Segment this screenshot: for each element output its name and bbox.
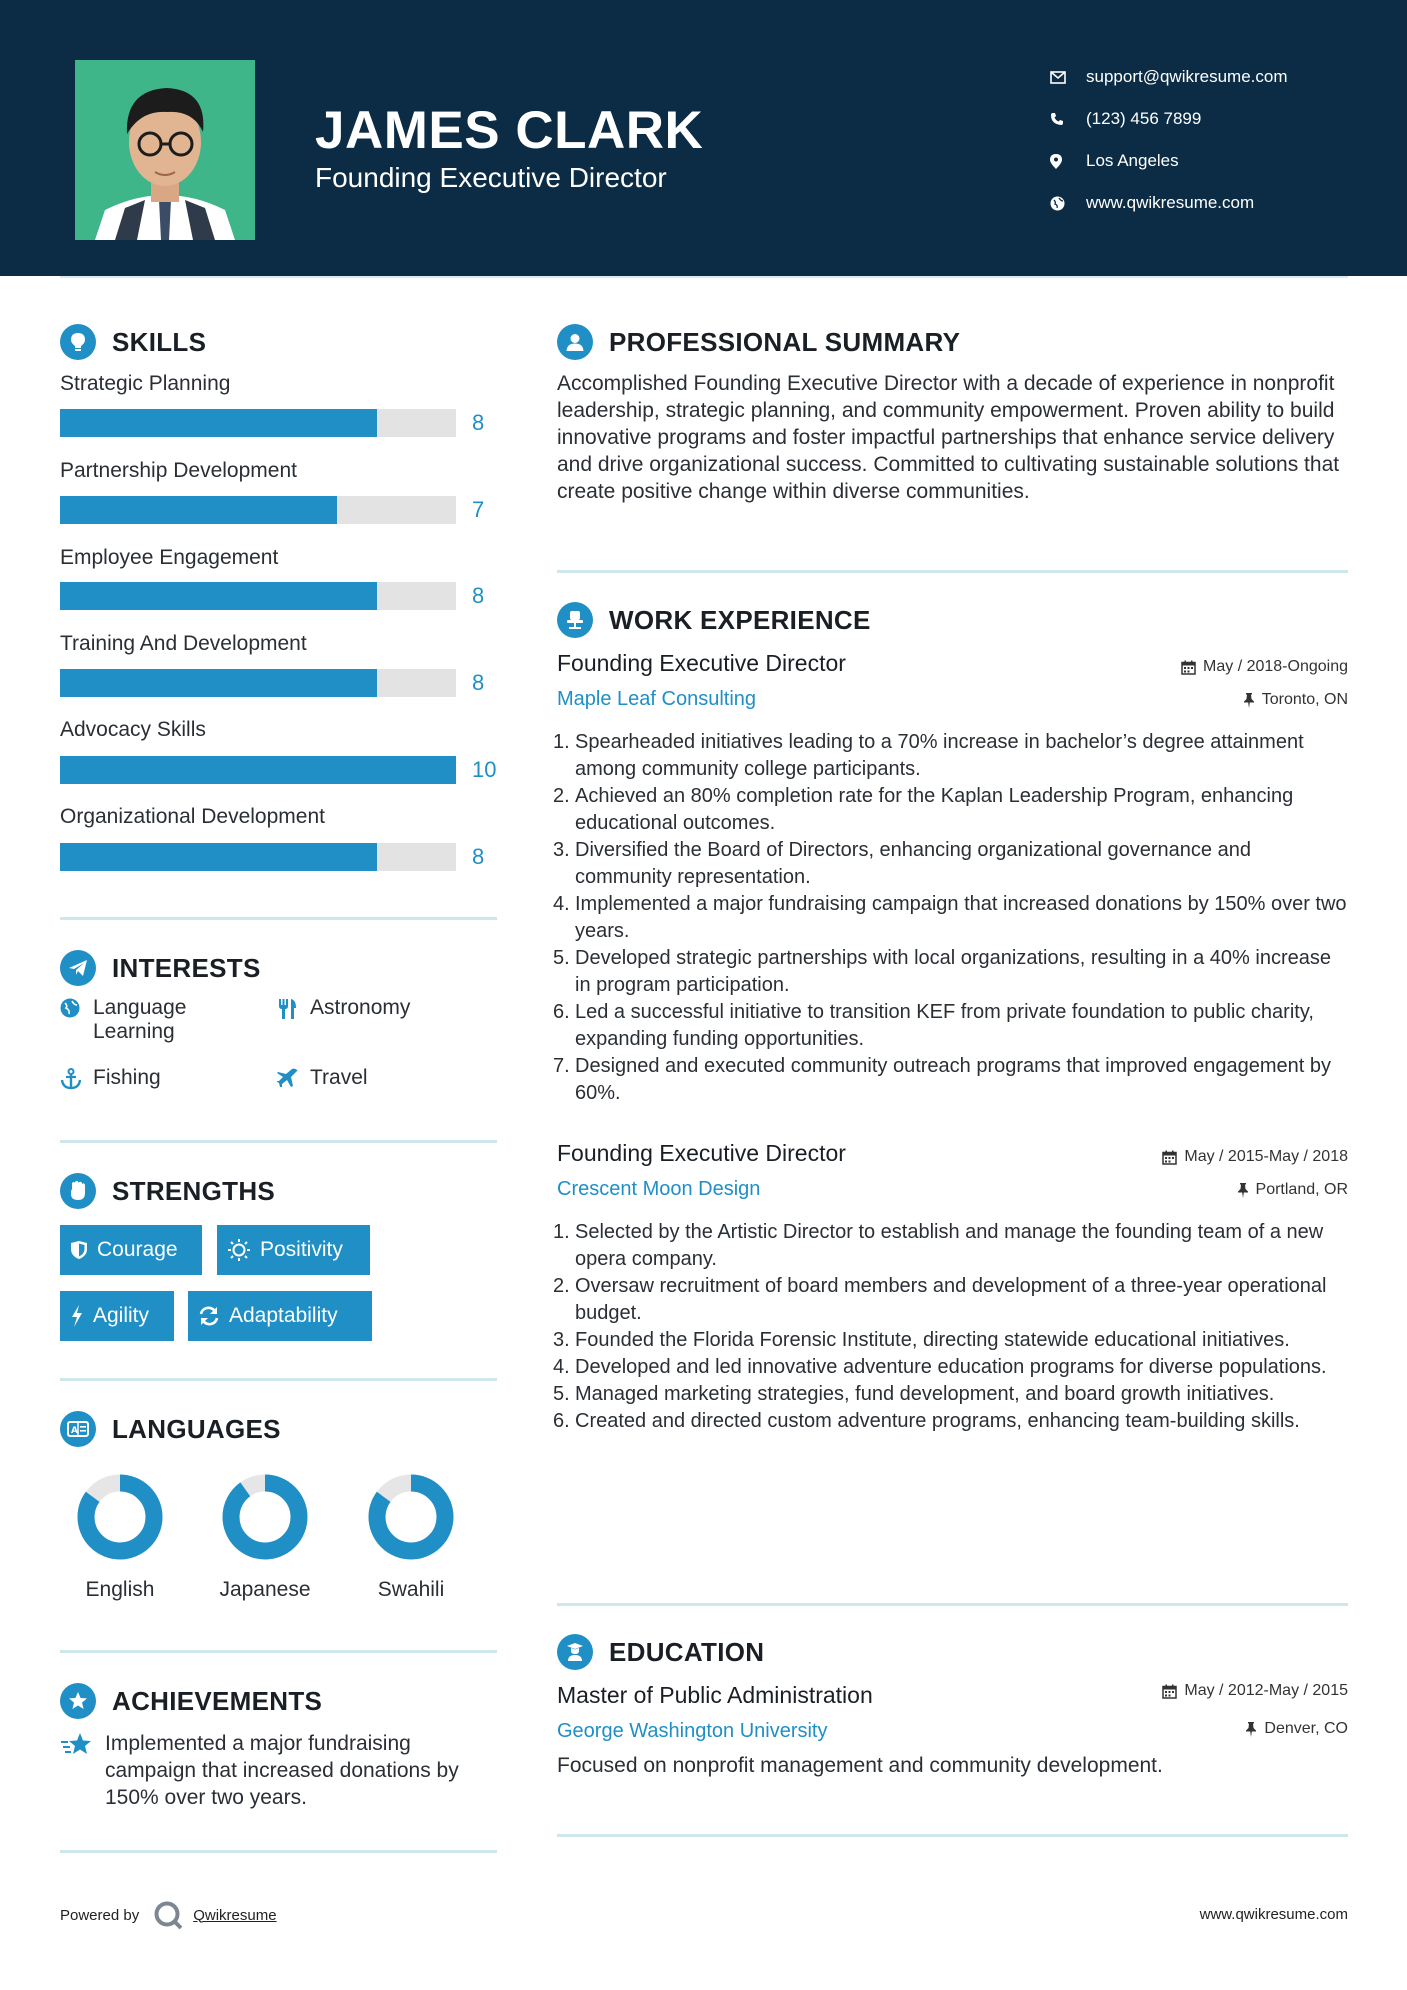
map-pin-icon <box>1050 154 1086 169</box>
company-name: Crescent Moon Design <box>557 1178 761 1200</box>
globe-icon <box>60 996 93 1018</box>
job-dates <box>1181 658 1348 676</box>
job-bullet: 7. Designed and executed community outreach programs that improved engagement by 60%. <box>553 1055 1331 1104</box>
contact-email-text: support@qwikresume.com <box>1086 67 1288 86</box>
experience-heading <box>557 602 871 638</box>
sun-icon <box>227 1238 251 1262</box>
job-bullets <box>553 1219 1347 1435</box>
language-icon <box>60 1411 96 1447</box>
skill-bar <box>60 756 456 784</box>
strength-chip <box>60 1291 174 1341</box>
graduate-icon <box>557 1634 593 1670</box>
job-title: Founding Executive Director <box>557 650 846 676</box>
achievements-heading <box>60 1683 322 1719</box>
job-bullet: 2. Achieved an 80% completion rate for the Kaplan Leadership Program, enhancing educational outcomes. <box>553 785 1294 834</box>
skill-bar <box>60 496 456 524</box>
languages-heading <box>60 1411 281 1447</box>
strength-label: Courage <box>97 1238 178 1261</box>
strength-chip <box>60 1225 202 1275</box>
skill-level: 7 <box>472 497 485 522</box>
profile-photo <box>75 60 255 240</box>
skill-bar <box>60 843 456 871</box>
interests-heading <box>60 950 261 986</box>
thumbtack-icon <box>1237 1183 1249 1198</box>
summary-heading <box>557 324 960 360</box>
skill-bar <box>60 409 456 437</box>
interest-label: Astronomy <box>310 996 411 1019</box>
skill-bar-fill <box>60 496 337 524</box>
language-name: Japanese <box>219 1578 311 1601</box>
section-divider <box>60 1650 497 1653</box>
strengths-heading <box>60 1173 275 1209</box>
language-donut-japanese <box>231 1483 299 1551</box>
strength-chip <box>217 1225 370 1275</box>
calendar-icon <box>1162 1150 1177 1165</box>
lightbulb-icon <box>60 324 96 360</box>
job-dates <box>1162 1148 1348 1166</box>
education-dates-text: May / 2012-May / 2015 <box>1184 1682 1348 1699</box>
shield-icon <box>70 1240 88 1260</box>
job-bullet: 4. Developed and led innovative adventure education programs for diverse populations. <box>553 1356 1327 1378</box>
shooting-star-icon <box>60 1730 105 1811</box>
user-icon <box>557 324 593 360</box>
phone-icon <box>1050 112 1086 126</box>
thumbtack-icon <box>1245 1722 1257 1737</box>
contact-location <box>1050 140 1288 182</box>
skill-name: Strategic Planning <box>60 372 231 395</box>
experience-title: WORK EXPERIENCE <box>609 604 871 635</box>
job-bullet: 4. Implemented a major fundraising campaign that increased donations by 150% over two years. <box>553 893 1347 942</box>
contact-list <box>1050 56 1288 224</box>
achievement-item <box>60 1730 505 1811</box>
skill-bar-fill <box>60 582 377 610</box>
interest-item <box>277 1066 368 1090</box>
education-heading <box>557 1634 764 1670</box>
skill-level: 8 <box>472 844 485 869</box>
education-title: EDUCATION <box>609 1636 765 1667</box>
job-bullet: 5. Developed strategic partnerships with local organizations, resulting in a 40% increase in program participation. <box>553 947 1331 996</box>
interest-item <box>60 996 223 1044</box>
language-name: English <box>85 1578 155 1601</box>
paper-plane-icon <box>60 950 96 986</box>
strength-label: Adaptability <box>229 1304 338 1327</box>
skill-name: Employee Engagement <box>60 546 279 569</box>
job-dates-text: May / 2018-Ongoing <box>1203 658 1348 675</box>
strengths-title: STRENGTHS <box>112 1175 276 1206</box>
section-divider <box>557 1834 1348 1837</box>
skills-title: SKILLS <box>112 326 207 357</box>
job-location-text: Toronto, ON <box>1261 691 1348 708</box>
brand-link[interactable]: Qwikresume <box>193 1906 277 1924</box>
job-dates-text: May / 2015-May / 2018 <box>1184 1148 1348 1165</box>
job-bullet: 1. Selected by the Artistic Director to establish and manage the founding team of a new opera company. <box>553 1221 1324 1270</box>
job-bullet: 6. Created and directed custom adventure programs, enhancing team-building skills. <box>553 1410 1300 1432</box>
job-bullets <box>553 729 1347 1107</box>
star-icon <box>60 1683 96 1719</box>
contact-phone-text: (123) 456 7899 <box>1086 109 1202 128</box>
candidate-name: JAMES CLARK <box>315 101 704 160</box>
interests-title: INTERESTS <box>112 952 261 983</box>
education-description: Focused on nonprofit management and community development. <box>557 1754 1163 1777</box>
language-name: Swahili <box>377 1578 445 1601</box>
interest-label: Fishing <box>93 1066 161 1089</box>
contact-website-text: www.qwikresume.com <box>1086 193 1255 212</box>
skill-bar <box>60 582 456 610</box>
skill-bar-fill <box>60 843 377 871</box>
footer-brand <box>60 1900 277 1930</box>
skill-name: Organizational Development <box>60 805 325 828</box>
svg-text:A: A <box>71 1426 78 1436</box>
achievements-title: ACHIEVEMENTS <box>112 1685 323 1716</box>
job-title: Founding Executive Director <box>557 1140 846 1166</box>
skill-name: Advocacy Skills <box>60 718 206 741</box>
skill-name: Partnership Development <box>60 459 297 482</box>
header-divider <box>60 276 1348 278</box>
interest-label: Travel <box>310 1066 368 1089</box>
summary-text: Accomplished Founding Executive Director with a decade of experience in nonprofit leadership, strategic planning, and community empowerment. Proven ability to build innovative programs and foster impactful partnerships that enhance service delivery and drive organizational success. Committed to cultivating sustainable solutions that create positive change within diverse communities. <box>557 372 1340 503</box>
skill-level: 8 <box>472 583 485 608</box>
section-divider <box>60 1140 497 1143</box>
skill-bar-fill <box>60 756 456 784</box>
section-divider <box>60 1378 497 1381</box>
skill-name: Training And Development <box>60 632 307 655</box>
thumbtack-icon <box>1243 693 1255 708</box>
job-bullet: 5. Managed marketing strategies, fund development, and board growth initiatives. <box>553 1383 1275 1405</box>
footer-url[interactable]: www.qwikresume.com <box>1199 1906 1348 1923</box>
contact-phone[interactable] <box>1050 98 1288 140</box>
strength-label: Agility <box>93 1304 150 1327</box>
bolt-icon <box>70 1305 84 1327</box>
skill-level: 10 <box>472 757 497 782</box>
job-bullet: 3. Diversified the Board of Directors, enhancing organizational governance and community representation. <box>553 839 1251 888</box>
skill-bar-fill <box>60 409 377 437</box>
utensils-icon <box>277 996 310 1020</box>
achievement-text: Implemented a major fundraising campaign that increased donations by 150% over two years. <box>105 1732 459 1809</box>
job-location <box>1237 1181 1348 1199</box>
school-name: George Washington University <box>557 1720 828 1742</box>
job-location-text: Portland, OR <box>1255 1181 1348 1198</box>
calendar-icon <box>1162 1684 1177 1699</box>
section-divider <box>557 1603 1348 1606</box>
contact-email[interactable] <box>1050 56 1288 98</box>
calendar-icon <box>1181 660 1196 675</box>
plane-icon <box>277 1066 310 1088</box>
refresh-icon <box>198 1305 220 1327</box>
job-bullet: 1. Spearheaded initiatives leading to a 70% increase in bachelor’s degree attainment among community college participants. <box>553 731 1304 780</box>
skill-bar <box>60 669 456 697</box>
section-divider <box>60 917 497 920</box>
language-donuts <box>60 1462 500 1572</box>
skill-bar-fill <box>60 669 377 697</box>
job-location <box>1243 691 1348 709</box>
skill-level: 8 <box>472 670 485 695</box>
job-bullet: 6. Led a successful initiative to transition KEF from private foundation to public charity, expanding funding opportunities. <box>553 1001 1314 1050</box>
qwikresume-logo-icon <box>153 1900 183 1930</box>
interest-item <box>60 1066 161 1090</box>
section-divider <box>60 1850 497 1853</box>
skill-level: 8 <box>472 410 485 435</box>
languages-title: LANGUAGES <box>112 1413 281 1444</box>
candidate-title: Founding Executive Director <box>315 162 667 193</box>
strength-label: Positivity <box>260 1238 343 1261</box>
education-location-text: Denver, CO <box>1264 1720 1348 1737</box>
briefcase-chair-icon <box>557 602 593 638</box>
company-name: Maple Leaf Consulting <box>557 688 757 710</box>
summary-title: PROFESSIONAL SUMMARY <box>609 326 961 357</box>
contact-website[interactable] <box>1050 182 1288 224</box>
skills-heading <box>60 324 206 360</box>
education-location <box>1245 1720 1348 1738</box>
powered-by-text: Powered by <box>60 1906 140 1924</box>
job-bullet: 2. Oversaw recruitment of board members and development of a three-year operational budget. <box>553 1275 1327 1324</box>
contact-location-text: Los Angeles <box>1086 151 1179 170</box>
anchor-icon <box>60 1066 93 1090</box>
strength-chip <box>188 1291 372 1341</box>
section-divider <box>557 570 1348 573</box>
interest-item <box>277 996 410 1020</box>
envelope-icon <box>1050 71 1086 84</box>
interest-label: Language Learning <box>93 996 187 1043</box>
education-dates <box>1162 1682 1348 1700</box>
hand-fist-icon <box>60 1173 96 1209</box>
job-bullet: 3. Founded the Florida Forensic Institute, directing statewide educational initiatives. <box>553 1329 1290 1351</box>
degree-title: Master of Public Administration <box>557 1682 873 1708</box>
globe-icon <box>1050 196 1086 211</box>
resume-header <box>0 0 1407 276</box>
